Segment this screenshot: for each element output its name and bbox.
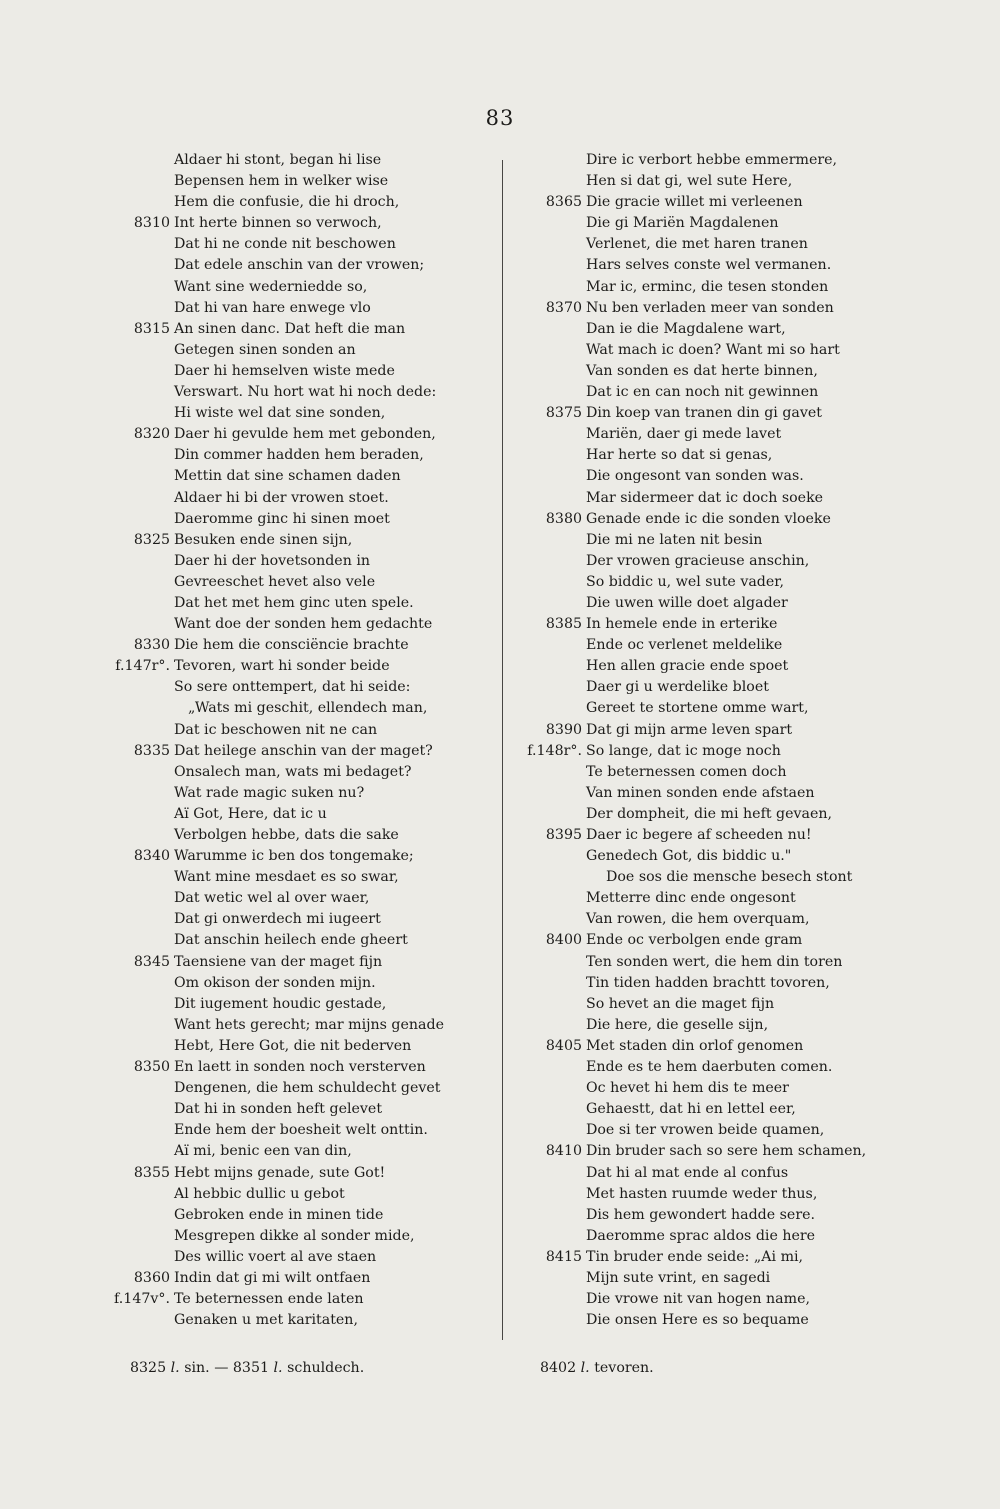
verse-text: Die hem die consciëncie brachte xyxy=(174,637,409,654)
verse-line xyxy=(112,1120,482,1141)
line-number: 8365 xyxy=(545,194,582,211)
verse-text: Din bruder sach so sere hem schamen, xyxy=(586,1143,867,1160)
verse-text: Gehaestt, dat hi en lettel eer, xyxy=(586,1101,796,1118)
verse-line xyxy=(520,551,980,572)
line-number: 8335 xyxy=(133,742,170,759)
verse-line xyxy=(112,530,482,551)
verse-text: So biddic u, wel sute vader, xyxy=(586,573,785,590)
verse-text: Hem die confusie, die hi droch, xyxy=(174,194,400,211)
verse-text: Daer hi hemselven wiste mede xyxy=(174,362,395,379)
verse-line xyxy=(520,698,980,719)
line-number: 8380 xyxy=(545,510,582,527)
verse-text: Dat wetic wel al over waer, xyxy=(174,890,370,907)
verse-line xyxy=(112,1205,482,1226)
verse-text: Want hets gerecht; mar mijns genade xyxy=(174,1016,444,1033)
verse-text: Hi wiste wel dat sine sonden, xyxy=(174,405,386,422)
verse-line xyxy=(520,150,980,171)
verse-text: Van sonden es dat herte binnen, xyxy=(586,362,818,379)
verse-text: Genedech Got, dis biddic u." xyxy=(586,848,792,865)
verse-text: Gereet te stortene omme wart, xyxy=(586,700,809,717)
verse-text: Din commer hadden hem beraden, xyxy=(174,447,424,464)
verse-text: So lange, dat ic moge noch xyxy=(586,742,781,759)
verse-line xyxy=(520,867,980,888)
footnote-abbr: l. xyxy=(273,1360,283,1376)
verse-line xyxy=(112,1247,482,1268)
verse-text: Van minen sonden ende afstaen xyxy=(586,784,815,801)
verse-text: Mar ic, erminc, die tesen stonden xyxy=(586,278,829,295)
verse-line xyxy=(520,234,980,255)
verse-line xyxy=(520,403,980,424)
verse-text: Die uwen wille doet algader xyxy=(586,594,788,611)
verse-line xyxy=(112,867,482,888)
verse-text: Die vrowe nit van hogen name, xyxy=(586,1291,810,1308)
verse-line xyxy=(520,530,980,551)
verse-line xyxy=(112,656,482,677)
footnote-ref: 8325 xyxy=(130,1360,167,1376)
verse-text: Daeromme ginc hi sinen moet xyxy=(174,510,390,527)
verse-line xyxy=(520,1184,980,1205)
verse-line xyxy=(112,698,482,719)
line-number: 8350 xyxy=(133,1059,170,1076)
verse-line xyxy=(112,150,482,171)
verse-line xyxy=(520,1099,980,1120)
verse-line xyxy=(112,783,482,804)
line-number: 8385 xyxy=(545,616,582,633)
verse-line xyxy=(520,762,980,783)
verse-line xyxy=(112,1184,482,1205)
verse-text: Dat hi van hare enwege vlo xyxy=(174,299,371,316)
verse-line xyxy=(112,952,482,973)
verse-line xyxy=(112,319,482,340)
verse-line xyxy=(112,424,482,445)
verse-text: Dan ie die Magdalene wart, xyxy=(586,320,786,337)
verse-text: Aldaer hi bi der vrowen stoet. xyxy=(174,489,389,506)
verse-line xyxy=(112,593,482,614)
verse-text: Dat gi onwerdech mi iugeert xyxy=(174,911,381,928)
verse-text: Daer hi der hovetsonden in xyxy=(174,552,371,569)
verse-line xyxy=(520,1226,980,1247)
verse-text: Der dompheit, die mi heft gevaen, xyxy=(586,805,833,822)
line-number: 8405 xyxy=(545,1037,582,1054)
footnote-text: tevoren. xyxy=(594,1360,654,1376)
line-number: 8415 xyxy=(545,1248,582,1265)
verse-line xyxy=(112,846,482,867)
verse-text: So sere onttempert, dat hi seide: xyxy=(174,679,411,696)
verse-text: Mariën, daer gi mede lavet xyxy=(586,426,782,443)
verse-line xyxy=(520,509,980,530)
column-divider xyxy=(502,160,503,1340)
verse-text: Dit iugement houdic gestade, xyxy=(174,995,387,1012)
verse-text: Dengenen, die hem schuldecht gevet xyxy=(174,1080,441,1097)
verse-line xyxy=(112,614,482,635)
verse-text: Ende hem der boesheit welt onttin. xyxy=(174,1122,428,1139)
verse-text: Der vrowen gracieuse anschin, xyxy=(586,552,810,569)
line-number: 8370 xyxy=(545,299,582,316)
verse-text: Dat anschin heilech ende gheert xyxy=(174,932,408,949)
verse-text: Metterre dinc ende ongesont xyxy=(586,890,796,907)
verse-text: Dat ic beschowen nit ne can xyxy=(174,721,378,738)
verse-text: Tin tiden hadden brachtt tovoren, xyxy=(586,974,830,991)
verse-text: Daer gi u werdelike bloet xyxy=(586,679,769,696)
line-number: f.147r°. xyxy=(115,658,170,675)
verse-line xyxy=(520,656,980,677)
verse-text: En laett in sonden noch versterven xyxy=(174,1059,426,1076)
verse-text: Dat heilege anschin van der maget? xyxy=(174,742,433,759)
verse-line xyxy=(112,1163,482,1184)
verse-text: Aldaer hi stont, began hi lise xyxy=(174,152,382,168)
verse-text: Mijn sute vrint, en sagedi xyxy=(586,1269,771,1286)
verse-line xyxy=(112,551,482,572)
verse-line xyxy=(520,171,980,192)
verse-text: Wat mach ic doen? Want mi so hart xyxy=(586,341,840,358)
verse-line xyxy=(520,572,980,593)
verse-line xyxy=(112,1141,482,1162)
verse-line xyxy=(112,762,482,783)
line-number: 8310 xyxy=(133,215,170,232)
verse-line xyxy=(520,804,980,825)
verse-line xyxy=(520,614,980,635)
verse-text: Onsalech man, wats mi bedaget? xyxy=(174,763,412,780)
verse-line xyxy=(112,277,482,298)
verse-text: Dat hi al mat ende al confus xyxy=(586,1164,789,1181)
verse-text: Daeromme sprac aldos die here xyxy=(586,1227,816,1244)
verse-text: Van rowen, die hem overquam, xyxy=(586,911,810,928)
verse-text: Hars selves conste wel vermanen. xyxy=(586,257,832,274)
verse-text: Oc hevet hi hem dis te meer xyxy=(586,1080,789,1097)
verse-text: Want doe der sonden hem gedachte xyxy=(174,616,433,633)
verse-line xyxy=(112,1057,482,1078)
verse-text: Tin bruder ende seide: „Ai mi, xyxy=(586,1248,804,1265)
verse-text: Met staden din orlof genomen xyxy=(586,1037,804,1054)
verse-text: Dat gi mijn arme leven spart xyxy=(586,721,793,738)
verse-line xyxy=(520,593,980,614)
line-number: f.148r°. xyxy=(527,742,582,759)
verse-line xyxy=(112,888,482,909)
verse-line xyxy=(520,888,980,909)
verse-line xyxy=(112,1310,482,1331)
verse-text: Mettin dat sine schamen daden xyxy=(174,468,401,485)
verse-line xyxy=(520,846,980,867)
verse-line xyxy=(520,298,980,319)
verse-text: Verlenet, die met haren tranen xyxy=(586,236,808,253)
verse-text: Ende es te hem daerbuten comen. xyxy=(586,1059,833,1076)
verse-line xyxy=(520,783,980,804)
verse-text: „Wats mi geschit, ellendech man, xyxy=(188,700,428,717)
verse-line xyxy=(112,403,482,424)
footnote-left xyxy=(130,1360,364,1376)
verse-text: Al hebbic dullic u gebot xyxy=(174,1185,345,1202)
verse-text: Die ongesont van sonden was. xyxy=(586,468,804,485)
verse-text: Te beternessen comen doch xyxy=(586,763,787,780)
verse-text: Doe sos die mensche besech stont xyxy=(606,869,853,886)
verse-line xyxy=(520,952,980,973)
verse-text: Mar sidermeer dat ic doch soeke xyxy=(586,489,824,506)
verse-line xyxy=(112,213,482,234)
verse-line xyxy=(520,1141,980,1162)
verse-line xyxy=(520,1289,980,1310)
line-number: 8330 xyxy=(133,637,170,654)
verse-text: Te beternessen ende laten xyxy=(174,1291,364,1308)
verse-text: Die onsen Here es so bequame xyxy=(586,1312,809,1329)
verse-text: Daer hi gevulde hem met gebonden, xyxy=(174,426,436,443)
verse-line xyxy=(520,1163,980,1184)
verse-text: Genaken u met karitaten, xyxy=(174,1312,358,1329)
verse-text: Aï mi, benic een van din, xyxy=(174,1143,352,1160)
verse-text: Hebt mijns genade, sute Got! xyxy=(174,1164,386,1181)
line-number: 8395 xyxy=(545,827,582,843)
line-number: 8345 xyxy=(133,953,170,970)
verse-text: So hevet an die maget fijn xyxy=(586,995,775,1012)
verse-text: Des willic voert al ave staen xyxy=(174,1248,377,1265)
verse-line xyxy=(112,825,482,846)
verse-line xyxy=(520,1120,980,1141)
verse-line xyxy=(112,994,482,1015)
verse-line xyxy=(112,677,482,698)
verse-line xyxy=(112,635,482,656)
verse-line xyxy=(112,340,482,361)
verse-line xyxy=(520,1078,980,1099)
footnote-ref: 8351 xyxy=(232,1360,269,1376)
verse-line xyxy=(112,466,482,487)
verse-text: Hen allen gracie ende spoet xyxy=(586,658,789,675)
verse-line xyxy=(112,804,482,825)
verse-text: Besuken ende sinen sijn, xyxy=(174,531,353,548)
line-number: 8355 xyxy=(133,1164,170,1181)
verse-text: Bepensen hem in welker wise xyxy=(174,173,389,190)
verse-line xyxy=(520,909,980,930)
verse-text: Warumme ic ben dos tongemake; xyxy=(174,848,414,865)
verse-text: An sinen danc. Dat heft die man xyxy=(174,320,406,337)
verse-line xyxy=(112,720,482,741)
verse-text: Die mi ne laten nit besin xyxy=(586,531,763,548)
verse-line xyxy=(520,213,980,234)
verse-line xyxy=(112,930,482,951)
verse-text: Getegen sinen sonden an xyxy=(174,341,356,358)
verse-text: Dat hi ne conde nit beschowen xyxy=(174,236,396,253)
verse-line xyxy=(520,677,980,698)
verse-line xyxy=(112,1226,482,1247)
line-number: 8390 xyxy=(545,721,582,738)
verse-line xyxy=(520,488,980,509)
verse-line xyxy=(112,509,482,530)
right-verse-column xyxy=(520,150,980,1331)
verse-text: Doe si ter vrowen beide quamen, xyxy=(586,1122,825,1139)
verse-line xyxy=(112,572,482,593)
verse-line xyxy=(520,319,980,340)
verse-text: Har herte so dat si genas, xyxy=(586,447,773,464)
verse-text: Dis hem gewondert hadde sere. xyxy=(586,1206,816,1223)
verse-text: Ende oc verlenet meldelike xyxy=(586,637,783,654)
line-number: 8375 xyxy=(545,405,582,422)
verse-line xyxy=(112,171,482,192)
verse-text: Taensiene van der maget fijn xyxy=(174,953,383,970)
footnote-ref: 8402 xyxy=(540,1360,577,1376)
verse-text: Dire ic verbort hebbe emmermere, xyxy=(586,152,838,168)
verse-text: Want sine wederniedde so, xyxy=(174,278,368,295)
verse-line xyxy=(112,445,482,466)
verse-line xyxy=(520,340,980,361)
verse-line xyxy=(520,1310,980,1331)
verse-line xyxy=(112,973,482,994)
line-number: 8400 xyxy=(545,932,582,949)
verse-text: Die here, die geselle sijn, xyxy=(586,1016,769,1033)
footnote-separator: — xyxy=(214,1360,229,1376)
verse-text: Genade ende ic die sonden vloeke xyxy=(586,510,831,527)
verse-text: Hebt, Here Got, die nit bederven xyxy=(174,1037,412,1054)
footnote-abbr: l. xyxy=(580,1360,590,1376)
footnote-text: schuldech. xyxy=(287,1360,365,1376)
verse-line xyxy=(112,1289,482,1310)
verse-text: Aï Got, Here, dat ic u xyxy=(174,805,327,822)
verse-text: Om okison der sonden mijn. xyxy=(174,974,376,991)
verse-text: Die gracie willet mi verleenen xyxy=(586,194,803,211)
verse-text: Int herte binnen so verwoch, xyxy=(174,215,382,232)
verse-line xyxy=(520,192,980,213)
verse-line xyxy=(520,466,980,487)
verse-text: Gebroken ende in minen tide xyxy=(174,1206,384,1223)
verse-line xyxy=(520,1036,980,1057)
verse-text: Wat rade magic suken nu? xyxy=(174,784,365,801)
verse-line xyxy=(520,1268,980,1289)
verse-line xyxy=(520,994,980,1015)
verse-line xyxy=(520,1247,980,1268)
verse-line xyxy=(520,255,980,276)
verse-text: Dat hi in sonden heft gelevet xyxy=(174,1101,383,1118)
verse-line xyxy=(520,930,980,951)
verse-line xyxy=(520,720,980,741)
verse-line xyxy=(520,1015,980,1036)
footnote-abbr: l. xyxy=(170,1360,180,1376)
verse-text: Ten sonden wert, die hem din toren xyxy=(586,953,843,970)
verse-line xyxy=(112,488,482,509)
verse-line xyxy=(520,424,980,445)
verse-line xyxy=(112,192,482,213)
verse-text: Dat ic en can noch nit gewinnen xyxy=(586,384,819,401)
line-number: 8325 xyxy=(133,531,170,548)
line-number: 8315 xyxy=(133,320,170,337)
verse-text: Mesgrepen dikke al sonder mide, xyxy=(174,1227,415,1244)
verse-line xyxy=(112,1099,482,1120)
verse-text: Din koep van tranen din gi gavet xyxy=(586,405,822,422)
verse-text: Gevreeschet hevet also vele xyxy=(174,573,376,590)
verse-text: Indin dat gi mi wilt ontfaen xyxy=(174,1269,371,1286)
verse-line xyxy=(112,382,482,403)
verse-text: Verswart. Nu hort wat hi noch dede: xyxy=(174,384,437,401)
verse-text: Ende oc verbolgen ende gram xyxy=(586,932,803,949)
line-number: 8360 xyxy=(133,1269,170,1286)
line-number: 8340 xyxy=(133,848,170,865)
verse-line xyxy=(112,234,482,255)
page-number: 83 xyxy=(485,106,515,130)
verse-line xyxy=(520,973,980,994)
verse-text: Met hasten ruumde weder thus, xyxy=(586,1185,818,1202)
left-verse-column xyxy=(112,150,482,1331)
verse-text: Verbolgen hebbe, dats die sake xyxy=(174,827,399,843)
line-number: 8410 xyxy=(545,1143,582,1160)
footnote-text: sin. xyxy=(184,1360,210,1376)
verse-line xyxy=(112,1268,482,1289)
verse-line xyxy=(112,741,482,762)
verse-line xyxy=(520,635,980,656)
verse-text: Daer ic begere af scheeden nu! xyxy=(586,827,812,843)
verse-line xyxy=(112,298,482,319)
line-number: f.147v°. xyxy=(114,1291,170,1308)
verse-text: Want mine mesdaet es so swar, xyxy=(174,869,399,886)
verse-line xyxy=(520,741,980,762)
line-number: 8320 xyxy=(133,426,170,443)
verse-text: In hemele ende in erterike xyxy=(586,616,778,633)
verse-text: Dat het met hem ginc uten spele. xyxy=(174,594,414,611)
verse-line xyxy=(520,825,980,846)
footnote-right xyxy=(540,1360,654,1376)
verse-line xyxy=(112,255,482,276)
verse-line xyxy=(520,1205,980,1226)
verse-text: Tevoren, wart hi sonder beide xyxy=(174,658,390,675)
verse-text: Hen si dat gi, wel sute Here, xyxy=(586,173,793,190)
verse-text: Die gi Mariën Magdalenen xyxy=(586,215,779,232)
verse-line xyxy=(112,909,482,930)
verse-text: Nu ben verladen meer van sonden xyxy=(586,299,834,316)
verse-line xyxy=(112,361,482,382)
verse-line xyxy=(112,1015,482,1036)
verse-line xyxy=(520,1057,980,1078)
verse-line xyxy=(520,277,980,298)
verse-line xyxy=(520,445,980,466)
verse-line xyxy=(112,1078,482,1099)
verse-line xyxy=(520,361,980,382)
verse-line xyxy=(112,1036,482,1057)
verse-line xyxy=(520,382,980,403)
verse-text: Dat edele anschin van der vrowen; xyxy=(174,257,425,274)
